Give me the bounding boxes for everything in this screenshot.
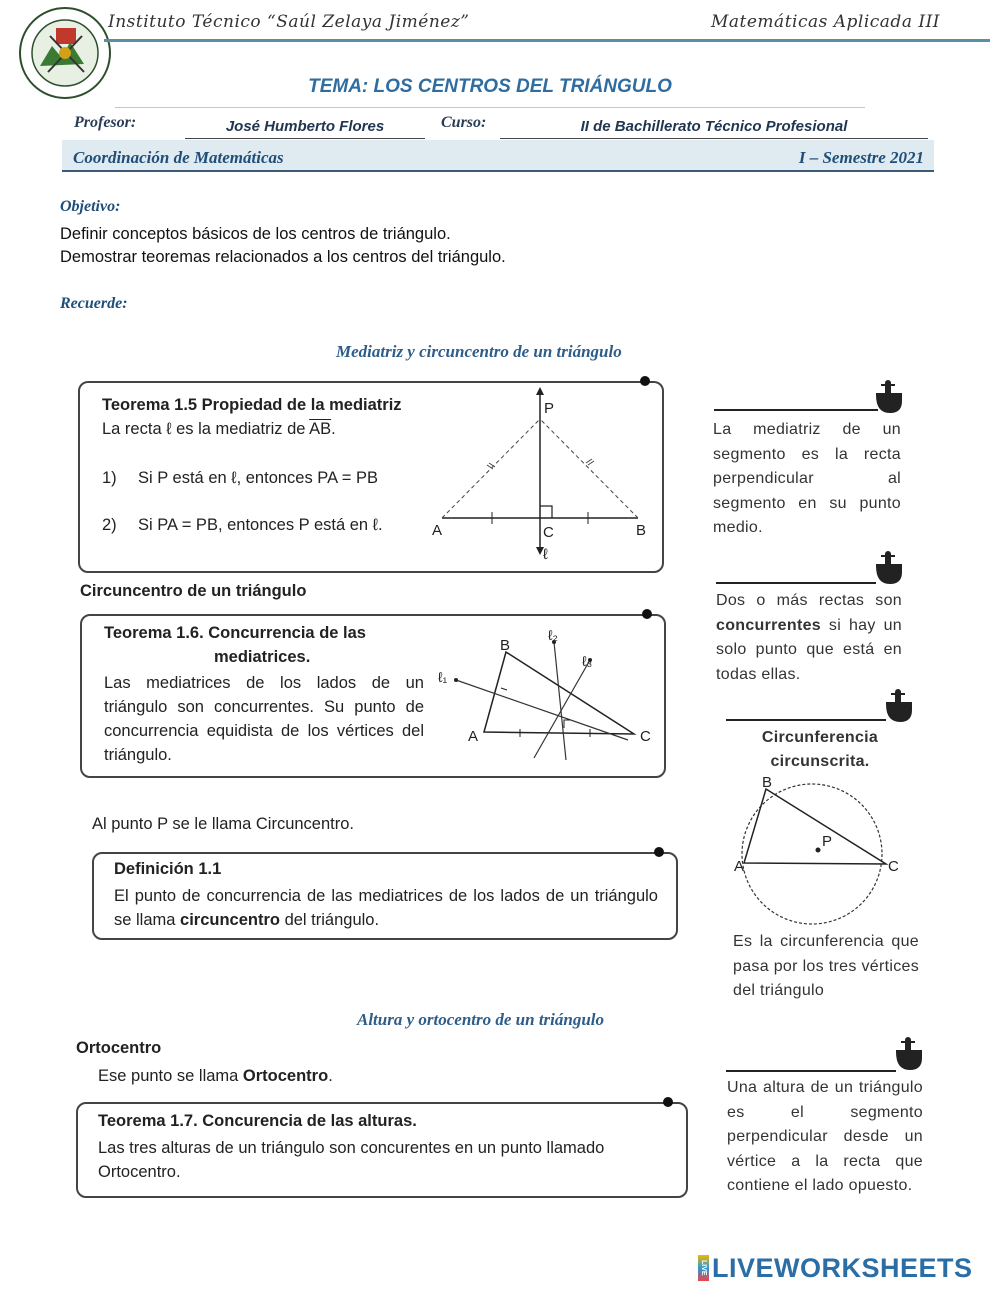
title-rule [115,107,865,108]
fig2-label-c: C [640,728,651,745]
theorem-1-5-item2: Si PA = PB, entonces P está en ℓ. [138,516,383,534]
objetivo-line-1: Definir conceptos básicos de los centros de triángulo. [60,225,451,243]
theorem-1-6-text: Las mediatrices de los lados de un triángulo son concurrentes. Su punto de concurrencia equidista de los vértices del triángulo. [104,674,424,764]
mediatrices-figure [436,630,658,770]
definition-1-1-title: Definición 1.1 [114,860,222,878]
theorem-1-6-title-2: mediatrices. [214,648,311,666]
theorem-1-5-title: Teorema 1.5 Propiedad de la mediatriz [102,396,402,414]
fig2-label-l1: ℓ₁ [438,669,448,685]
theorem-1-5-line-post: . [331,420,336,438]
fig2-label-b: B [500,637,511,654]
side-note-rule [726,719,886,721]
theorem-1-6-title-1: Teorema 1.6. Concurrencia de las [104,624,366,642]
fig1-label-l: ℓ [543,546,548,563]
circumscribed-title-1: Circunferencia [761,729,879,746]
pointing-hand-icon [892,1034,924,1072]
pointing-hand-icon [872,377,904,415]
mediatriz-figure [428,385,658,570]
side-note-rule [716,582,876,584]
fig1-label-c: C [543,524,554,541]
side-note-1: La mediatriz de un segmento es la recta perpendicular al segmento en su punto medio. [713,421,901,536]
fig1-label-b: B [636,522,647,539]
box-bullet [642,609,652,619]
liveworksheets-logo[interactable] [698,1253,973,1283]
side-note-rule [726,1070,896,1072]
theorem-1-5-line [102,417,336,441]
curso-value: II de Bachillerato Técnico Profesional [580,118,848,135]
profesor-underline [185,138,425,139]
circumscribed-title-2: circunscrita. [770,753,870,770]
fig3-label-p: P [822,833,833,850]
segment-ab: $\overline{AB}$ [309,420,332,438]
recuerde-label: Recuerde: [60,295,128,312]
theorem-1-5-item2-num: 2) [102,516,117,534]
fig1-label-p: P [544,400,555,417]
theorem-1-5-line-pre: La recta ℓ es la mediatriz de [102,420,310,438]
fig2-label-l2: ℓ₂ [548,630,558,643]
side-note-2-pre: Dos o más rectas son [716,592,902,609]
liveworksheets-brand: LIVEWORKSHEETS [712,1252,973,1283]
theorem-1-7-text: Las tres alturas de un triángulo son concurentes en un punto llamado Ortocentro. [98,1139,605,1181]
definition-1-1-post: del triángulo. [279,911,380,929]
theorem-1-5-item1: Si P está en ℓ, entonces PA = PB [138,469,378,487]
profesor-label: Profesor: [74,114,137,131]
side-note-2 [716,589,902,687]
page-title: TEMA: LOS CENTROS DEL TRIÁNGULO [308,76,672,97]
fig3-label-c: C [888,858,899,875]
theorem-1-7-box [76,1102,688,1198]
ortocentro-line [98,1064,333,1088]
live-mini-badge: LIVE [698,1255,709,1281]
section1-title: Mediatriz y circuncentro de un triángulo [336,342,622,361]
definition-1-1-pre: El punto de concurrencia de las mediatrices de los lados de un triángulo se llama [114,887,658,929]
circumscribed-circle-figure [730,776,910,926]
side-note-3: Es la circunferencia que pasa por los tres vértices del triángulo [733,933,919,999]
school-name: Instituto Técnico “Saúl Zelaya Jiménez” [108,12,470,32]
definition-1-1-bold: circuncentro [180,911,280,929]
ortocentro-heading: Ortocentro [76,1039,162,1057]
semester-label: I – Semestre 2021 [798,148,924,167]
objetivo-line-2: Demostrar teoremas relacionados a los centros del triángulo. [60,248,506,266]
side-note-2-bold: concurrentes [716,616,821,634]
theorem-1-5-item1-num: 1) [102,469,117,487]
profesor-value: José Humberto Flores [225,118,385,135]
definition-1-1-text [114,884,658,932]
circuncentro-note: Al punto P se le llama Circuncentro. [92,815,354,833]
objetivo-label: Objetivo: [60,198,121,215]
curso-label: Curso: [441,114,487,131]
box-bullet [663,1097,673,1107]
pointing-hand-icon [882,686,914,724]
fig3-label-b: B [762,776,773,791]
side-note-2-post: si hay un solo punto que está en todas ellas. [716,616,902,683]
definition-1-1-box [92,852,678,940]
circuncentro-heading: Circuncentro de un triángulo [80,582,307,600]
subject-name: Matemáticas Aplicada III [711,12,940,32]
side-note-rule [714,409,878,411]
section2-title: Altura y ortocentro de un triángulo [357,1010,605,1029]
pointing-hand-icon [872,548,904,586]
fig3-label-a: A [734,858,745,875]
theorem-1-7-title: Teorema 1.7. Concurencia de las alturas. [98,1112,417,1130]
ortocentro-line-post: . [328,1067,333,1085]
ortocentro-line-bold: Ortocentro [242,1067,329,1085]
fig2-label-l3: ℓ₃ [582,653,593,669]
box-bullet [654,847,664,857]
side-note-4: Una altura de un triángulo es el segmento perpendicular desde un vértice a la recta que contiene el lado opuesto. [727,1079,923,1194]
fig1-label-a: A [432,522,443,539]
coordination-label: Coordinación de Matemáticas [73,148,284,167]
header-rule [104,39,990,42]
curso-underline [500,138,928,139]
ortocentro-line-pre: Ese punto se llama [98,1067,243,1085]
fig2-label-a: A [468,728,479,745]
